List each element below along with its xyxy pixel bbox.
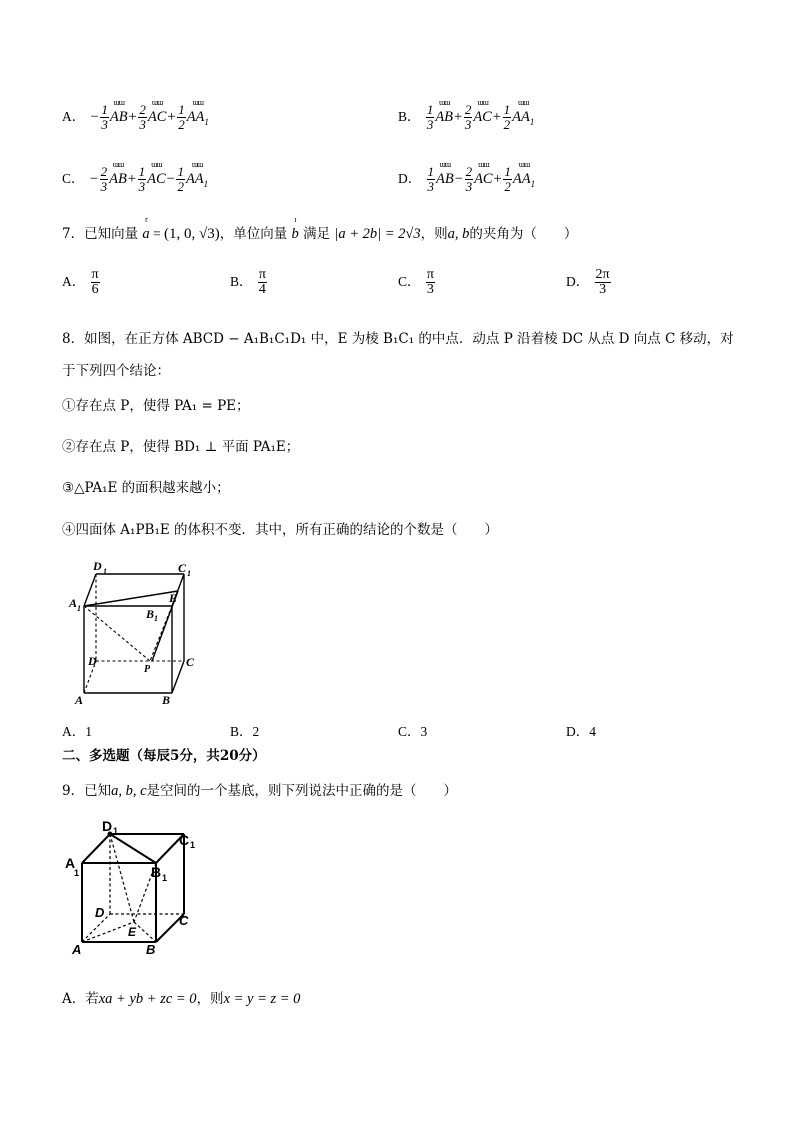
q8-stem-line2: 于下列四个结论：: [62, 363, 170, 379]
label-sub: 1: [162, 873, 168, 883]
label-A1: A: [65, 855, 76, 871]
label-E: E: [128, 925, 137, 939]
q8-option-b: [230, 720, 259, 740]
q7-option-d: [566, 268, 612, 297]
q6-option-c: C． − $\frac{2}{3}$ AB ɯɯ + $\frac{1}{3}$ AC ɯɯ − $\frac{1}{2}$ $AA_1$ ɯɯ: [62, 159, 209, 194]
label-D1: D: [93, 559, 102, 573]
option-value: 4: [589, 724, 596, 739]
option-label: A．: [62, 108, 86, 124]
stem-text: 已知向量: [84, 226, 139, 242]
q7-stem: 7．已知向量 a r = (1, 0, √3)，单位向量 b ı 满足 |a + 2b| = 2√3，则a, b的夹角为（ ）: [62, 215, 578, 242]
label-sub: 1: [190, 840, 196, 850]
stem-text: 是空间的一个基底，则下列说法中正确的是（ ）: [146, 783, 458, 799]
stem-text: 9．已知: [62, 783, 112, 799]
label-C1: C: [178, 561, 187, 575]
option-denominator: 3: [595, 282, 611, 297]
option-label: A．: [62, 724, 86, 739]
label-sub: 1: [154, 614, 158, 623]
option-label: D．: [566, 274, 590, 289]
label-sub: 1: [113, 826, 119, 836]
option-value: 1: [85, 724, 92, 739]
option-label: B．: [230, 274, 253, 289]
option-denominator: 3: [426, 282, 434, 297]
q8-stem-line1: 8．如图，在正方体 ABCD − A₁B₁C₁D₁ 中，E 为棱 B₁C₁ 的中点．动点 P 沿着棱 DC 从点 D 向点 C 移动，对: [62, 331, 734, 347]
option-value: 3: [420, 724, 428, 739]
option-label: C．: [398, 274, 421, 289]
stem-text: 的夹角为（ ）: [469, 226, 578, 242]
stem-text: ，则: [196, 991, 224, 1007]
q9-cube-figure: [62, 818, 202, 960]
q7-option-c: [398, 268, 436, 297]
label-B1: B: [146, 607, 155, 621]
q6-option-b: B． $\frac{1}{3}$ AB ɯɯ + $\frac{2}{3}$ AC ɯɯ + $\frac{1}{2}$ $AA_1$ ɯɯ: [398, 97, 535, 132]
option-label: D．: [566, 724, 590, 739]
label-sub: 1: [187, 569, 191, 578]
stem-text: 满足: [303, 226, 331, 242]
option-numerator: π: [91, 267, 99, 282]
label-D1: D: [102, 818, 113, 834]
section-heading: 二、多选题（每辰5分，共20分）: [62, 748, 266, 764]
label-B1: B: [151, 864, 162, 880]
option-label: C．: [62, 170, 85, 186]
q8-option-c: [398, 720, 427, 740]
label-sub: 1: [77, 604, 81, 613]
q8-option-d: [566, 720, 596, 740]
label-B: B: [162, 693, 171, 707]
stem-text: ，则: [420, 226, 448, 242]
vector-a-value: (1, 0, √3): [164, 226, 220, 242]
label-B: B: [146, 942, 156, 957]
option-label: B．: [398, 108, 421, 124]
label-A: A: [75, 693, 84, 707]
label-P: P: [144, 664, 151, 675]
option-numerator: 2π: [595, 267, 610, 282]
q6-option-a: A． − $\frac{1}{3}$ AB ɯɯ + $\frac{2}{3}$ AC ɯɯ + $\frac{1}{2}$ $AA_1$ ɯɯ: [62, 97, 209, 132]
option-denominator: 6: [91, 282, 99, 297]
label-C: C: [179, 913, 189, 928]
option-denominator: 4: [258, 282, 266, 297]
option-numerator: π: [426, 267, 434, 282]
basis-vectors: a, b, c: [111, 783, 147, 799]
option-value: 2: [252, 724, 260, 739]
q8-statement-1: ①存在点 P，使得 PA₁ = PE；: [62, 398, 250, 414]
question-number: 7．: [62, 226, 85, 242]
label-D: D: [95, 905, 105, 920]
option-expr: xa + yb + zc = 0: [98, 991, 197, 1007]
q8-statement-3: ③△PA₁E 的面积越来越小；: [62, 480, 230, 496]
label-A: A: [72, 942, 82, 957]
option-numerator: π: [258, 267, 266, 282]
label-C: C: [186, 655, 195, 669]
label-sub: 1: [103, 567, 107, 576]
label-E: E: [169, 591, 178, 605]
option-label: A．若: [62, 991, 99, 1007]
label-A1: A: [69, 596, 78, 610]
q8-cube-figure: [62, 558, 202, 708]
q8-option-a: [62, 720, 92, 740]
q6-option-d: D． $\frac{1}{3}$ AB ɯɯ − $\frac{2}{3}$ AC ɯɯ + $\frac{1}{2}$ $AA_1$ ɯɯ: [398, 159, 536, 194]
label-C1: C: [179, 832, 190, 848]
option-label: C．: [398, 724, 421, 739]
option-label: A．: [62, 274, 86, 289]
q7-option-a: [62, 268, 101, 297]
q9-stem: [62, 779, 457, 800]
stem-text: ，单位向量: [219, 226, 288, 242]
q7-option-b: [230, 268, 268, 297]
label-D: D: [88, 654, 97, 668]
q9-option-a: [62, 987, 300, 1008]
label-sub: 1: [74, 868, 80, 878]
q8-statement-2: ②存在点 P，使得 BD₁ ⊥ 平面 PA₁E；: [62, 439, 300, 455]
condition-expr: |a + 2b| = 2√3: [334, 226, 421, 242]
q8-statement-4: ④四面体 A₁PB₁E 的体积不变．其中，所有正确的结论的个数是（ ）: [62, 522, 499, 538]
option-label: B．: [230, 724, 253, 739]
option-result: x = y = z = 0: [223, 991, 301, 1007]
option-label: D．: [398, 170, 422, 186]
